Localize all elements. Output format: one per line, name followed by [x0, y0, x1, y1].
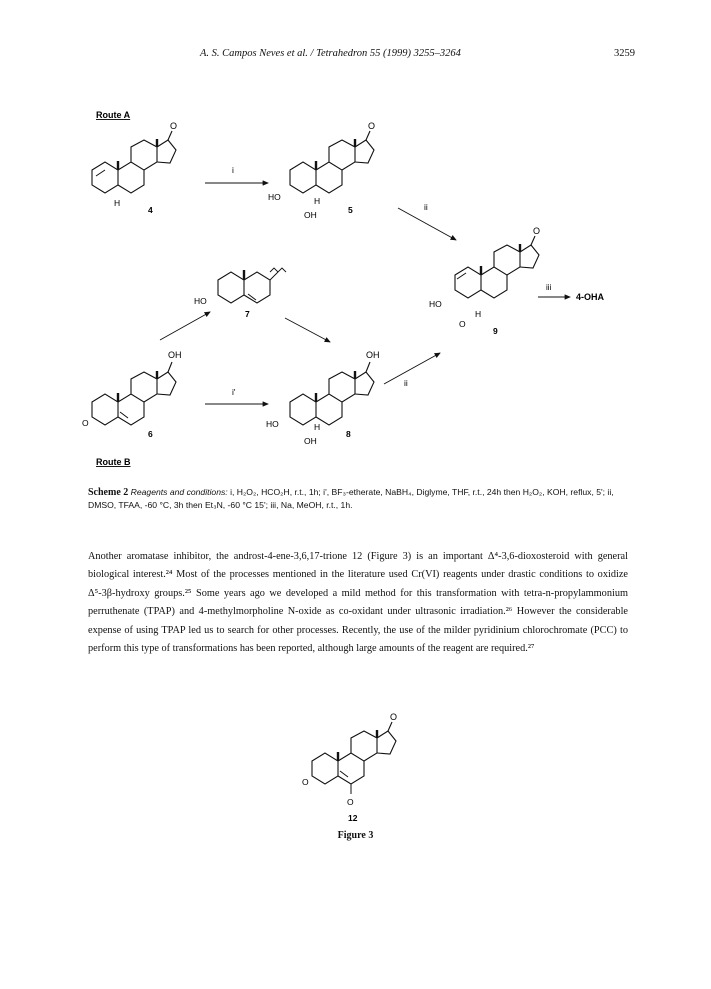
- compound-9-number: 9: [493, 326, 498, 336]
- svg-text:O: O: [82, 418, 89, 428]
- product-4-oha: 4-OHA: [576, 292, 605, 302]
- svg-text:H: H: [314, 196, 321, 206]
- compound-4-structure: [92, 121, 177, 208]
- svg-text:H: H: [475, 309, 482, 319]
- step-i-prime-label: i': [232, 387, 236, 397]
- compound-9-structure: [429, 226, 540, 329]
- arrow-6-to-7: [160, 312, 210, 340]
- svg-text:HO: HO: [194, 296, 207, 306]
- arrow-step-ii-b: [384, 353, 440, 384]
- scheme-caption: [88, 486, 628, 512]
- compound-6-structure: [82, 350, 182, 428]
- svg-text:HO: HO: [268, 192, 281, 202]
- svg-text:HO: HO: [266, 419, 279, 429]
- step-iii-label: iii: [546, 283, 552, 292]
- compound-5-structure: [268, 121, 375, 220]
- svg-text:O: O: [533, 226, 541, 236]
- reagents-heading: Reagents and conditions:: [130, 487, 228, 497]
- svg-text:O: O: [347, 797, 354, 807]
- svg-text:H: H: [114, 198, 121, 208]
- svg-text:OH: OH: [304, 436, 317, 446]
- svg-text:O: O: [459, 319, 466, 329]
- svg-text:H: H: [314, 422, 321, 432]
- step-ii-b-label: ii: [404, 378, 408, 388]
- svg-text:OH: OH: [168, 350, 182, 360]
- running-title: A. S. Campos Neves et al. / Tetrahedron 55 (1999) 3255–3264: [200, 48, 461, 59]
- compound-7-structure: [194, 268, 286, 306]
- svg-text:O: O: [170, 121, 178, 131]
- compound-6-number: 6: [148, 429, 153, 439]
- svg-text:O: O: [390, 712, 398, 722]
- svg-text:O: O: [302, 777, 309, 787]
- step-i-label: i: [232, 165, 234, 175]
- scheme-label: Scheme 2: [88, 487, 129, 498]
- route-a-label: Route A: [96, 110, 131, 120]
- scheme-2-graphic: [0, 0, 711, 480]
- step-ii-a-label: ii: [424, 202, 428, 212]
- compound-8-number: 8: [346, 429, 351, 439]
- svg-text:OH: OH: [366, 350, 380, 360]
- svg-text:OH: OH: [304, 210, 317, 220]
- page-number: 3259: [614, 48, 635, 59]
- compound-7-number: 7: [245, 309, 250, 319]
- figure-caption: Figure 3: [337, 830, 374, 841]
- arrow-step-ii-a: [398, 208, 456, 240]
- route-b-label: Route B: [96, 457, 131, 467]
- svg-text:HO: HO: [429, 299, 442, 309]
- compound-12-number: 12: [348, 813, 358, 823]
- arrow-7-to-8: [285, 318, 330, 342]
- caption-text: i, H₂O₂, HCO₂H, r.t., 1h; i', BF₃-etherate, NaBH₄, Diglyme, THF, r.t., 24h then H₂O₂, KOH, reflux, 5'; ii, DMSO, TFAA, -60 °C, 3h then Et₃N, -60 °C 15'; iii, Na, MeOH, r.t., 1h.: [88, 487, 614, 510]
- compound-8-structure: [266, 350, 380, 446]
- body-paragraph: Another aromatase inhibitor, the androst-4-ene-3,6,17-trione 12 (Figure 3) is an important Δ⁴-3,6-dioxosteroid with general biological interest.²⁴ Most of the processes mentioned in the literature used Cr(VI) reagents under drastic conditions to oxidize Δ⁵-3β-hydroxy groups.²⁵ Some years ago we developed a mild method for this transformation with tetra-n-propylammonium perruthenate (TPAP) and 4-methylmorpholine N-oxide as co-oxidant under ultrasonic irradiation.²⁶ However the considerable expense of using TPAP led us to search for other processes. Recently, the use of the milder pyridinium chlorochromate (PCC) to perform this type of transformations has been reported, although large amounts of the reagent are required.²⁷: [88, 551, 628, 655]
- compound-5-number: 5: [348, 205, 353, 215]
- compound-4-number: 4: [148, 205, 153, 215]
- svg-text:O: O: [368, 121, 376, 131]
